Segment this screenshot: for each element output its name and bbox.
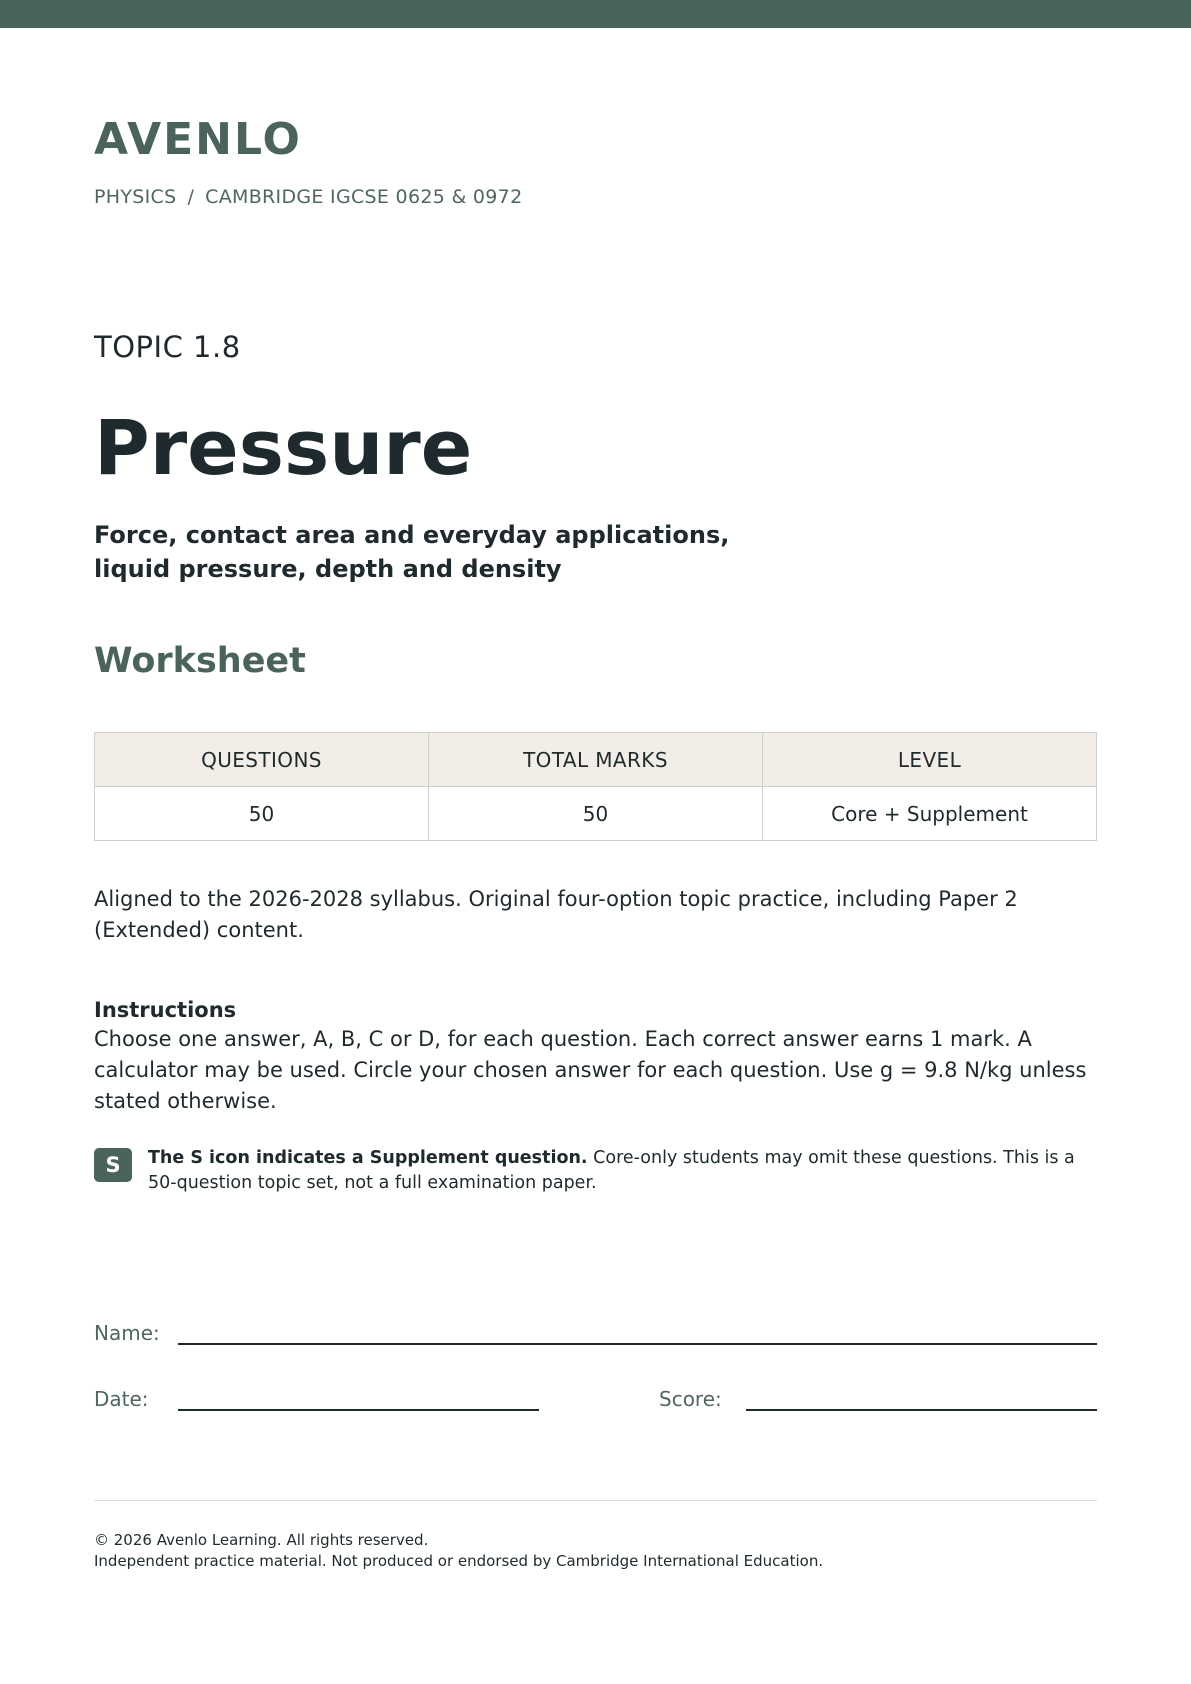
- section-heading: Worksheet: [94, 641, 306, 681]
- supplement-note-bold: The S icon indicates a Supplement question.: [148, 1148, 588, 1168]
- footer-divider: [94, 1500, 1097, 1501]
- subtitle-line-2: liquid pressure, depth and density: [94, 555, 562, 583]
- footer-disclaimer: Independent practice material. Not produced or endorsed by Cambridge International Education.: [94, 1552, 824, 1570]
- subtitle-line-1: Force, contact area and everyday applications,: [94, 521, 730, 549]
- top-accent-bar: [0, 0, 1191, 28]
- value-questions: 50: [95, 787, 429, 841]
- date-label: Date:: [94, 1387, 149, 1411]
- supplement-note-text: [148, 1146, 1096, 1196]
- footer-copyright: © 2026 Avenlo Learning. All rights reserved.: [94, 1531, 429, 1549]
- brand-logo: AVENLO: [94, 114, 302, 165]
- name-label: Name:: [94, 1321, 160, 1345]
- value-total-marks: 50: [429, 787, 763, 841]
- syllabus-alignment-text: Aligned to the 2026-2028 syllabus. Original four-option topic practice, including Paper 2 (Extended) content.: [94, 887, 1018, 942]
- header-questions: QUESTIONS: [95, 733, 429, 787]
- supplement-s-icon: S: [94, 1148, 132, 1182]
- date-field[interactable]: [178, 1409, 539, 1411]
- value-level: Core + Supplement: [763, 787, 1097, 841]
- table-header-row: [95, 733, 1097, 787]
- score-field[interactable]: [746, 1409, 1097, 1411]
- name-field[interactable]: [178, 1343, 1097, 1345]
- instructions-body: Choose one answer, A, B, C or D, for each question. Each correct answer earns 1 mark. A calculator may be used. Circle your chosen answer for each question. Use g = 9.8 N/kg unless stated otherwise.: [94, 1027, 1087, 1113]
- breadcrumb-subject: PHYSICS: [94, 186, 177, 208]
- instructions-heading: Instructions: [94, 998, 237, 1022]
- supplement-note-body: Core-only students may omit these questions. This is a 50-question topic set, not a full examination paper.: [148, 1148, 1075, 1193]
- breadcrumb-syllabus: CAMBRIDGE IGCSE 0625 & 0972: [205, 186, 523, 208]
- footer: [94, 1530, 823, 1572]
- topic-label: TOPIC 1.8: [94, 330, 241, 364]
- breadcrumb-separator: /: [187, 186, 195, 208]
- table-row: [95, 787, 1097, 841]
- breadcrumb: [94, 186, 522, 208]
- page-title: Pressure: [94, 403, 473, 492]
- subtitle: [94, 518, 814, 586]
- summary-table: [94, 732, 1097, 841]
- score-label: Score:: [659, 1387, 722, 1411]
- header-total-marks: TOTAL MARKS: [429, 733, 763, 787]
- header-level: LEVEL: [763, 733, 1097, 787]
